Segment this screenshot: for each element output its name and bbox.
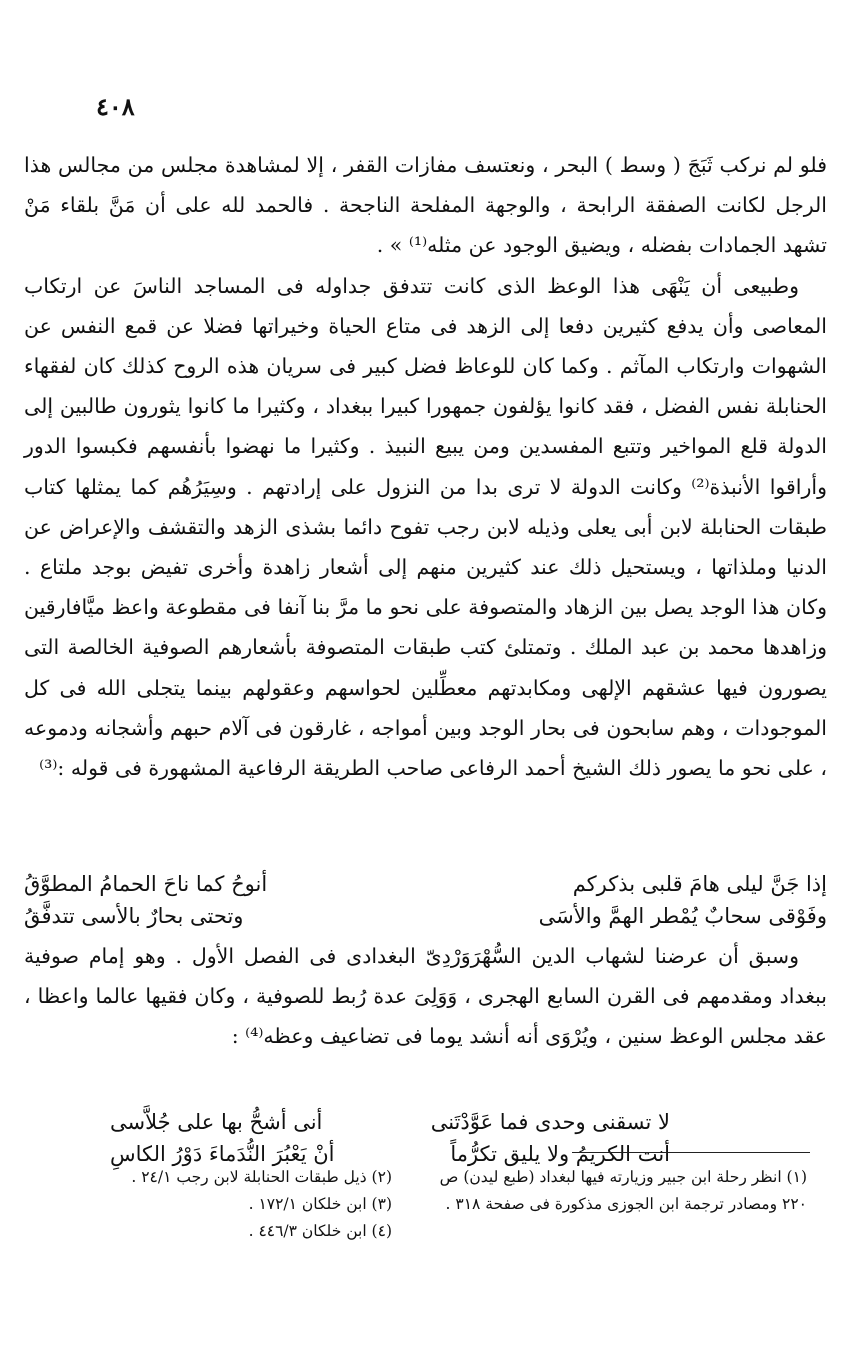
paragraph-2: وطبيعى أن يَنْهَى هذا الوعظ الذى كانت تتدفق جداوله فى المساجد الناسَ عن ارتكاب المعاصى وأن يدفع كثيرين دفعا إلى الزهد فى متاع الحياة وخيراتها فضلا عن قمع النفس عن الشهوات وارتكاب المآثم . وكما كان للوعاظ فضل كبير فى سريان هذه الروح كذلك كان لفقهاء الحنابلة نفس الفضل ، فقد كانوا يؤلفون جمهورا كبيرا ببغداد ، وكثيرا ما كانوا يثورون طالبين إلى الدولة قلع المواخير وتتبع المفسدين ومن يبيع النبيذ . وكثيرا ما نهضوا بأنفسهم فكبسوا الدور وأراقوا الأنبذة⁽²⁾ وكانت الدولة لا ترى بدا من النزول على إرادتهم . وسِيَرُهُم كما يمثلها كتاب طبقات الحنابلة لابن أبى يعلى وذيله لابن رجب تفوح دائما بشذى الزهد والتقشف والإعراض عن الدنيا وملذاتها ، ويستحيل ذلك عند كثيرين منهم إلى أشعار زاهدة وأخرى تفيض بوجد ملتاع . وكان هذا الوجد يصل بين الزهاد والمتصوفة على نحو ما مرَّ بنا آنفا فى مقطوعة واعظ ميَّافارقين وزاهدها محمد بن عبد الملك . وتمتلئ كتب طبقات المتصوفة بأشعارهم الصوفية الخالصة التى يصورون فيها عشقهم الإلهى ومكابدتهم معطِّلين لحواسهم وعقولهم بينما يتجلى الله فى كل الموجودات ، وهم سابحون فى بحار الوجد وبين أمواجه ، غارقون فى آلام حبهم وأشجانه ودموعه ، على نحو ما يصور ذلك الشيخ أحمد الرفاعى صاحب الطريقة الرفاعية المشهورة فى قوله :⁽³⁾ [24,273,827,781]
footnote-2: (٢) ذيل طبقات الحنابلة لابن رجب ٢٤/١ . [131,1168,392,1186]
paragraph-1: فلو لم نركب ثَبَجَ ( وسط ) البحر ، ونعتسف مفازات القفر ، إلا لمشاهدة مجلس من مجالس هذا الرجل لكانت الصفقة الرابحة ، والوجهة المفلحة الناجحة . فالحمد لله على أن مَنَّ بلقاء مَنْ تشهد الجمادات بفضله ، ويضيق الوجود عن مثله⁽¹⁾ » . [24,153,827,258]
poem-hemistich-first: إذا جَنَّ ليلى هامَ قلبى بذكركم [572,872,827,896]
poem-line-1 [24,868,827,900]
poem-suhrawardi [110,1106,670,1170]
poem-line-2 [24,900,827,932]
body-text [24,145,827,788]
poem-hemistich-second: وتحتى بحارٌ بالأسى تتدفَّقُ [24,904,244,928]
footnotes-right-column [427,1164,807,1218]
footnotes-left-column [92,1164,392,1245]
poem-rifai [24,868,827,1057]
footnote-divider [572,1152,810,1153]
poem-hemistich-first: لا تسقنى وحدى فما عَوَّدْتَنى [430,1110,670,1134]
poem-hemistich-first: أنت الكريمُ ولا يليق تكرُّماً [450,1142,670,1166]
poem-line-1 [110,1106,670,1138]
poem-hemistich-second: أنْ يَعْبُرَ النُّدَماءَ دَوْرُ الكاسِ [110,1142,335,1166]
paragraph-3: وسبق أن عرضنا لشهاب الدين السُّهْرَوَرْدِىّ البغدادى فى الفصل الأول . وهو إمام صوفية ببغداد ومقدمهم فى القرن السابع الهجرى ، وَوَلِىَ عدة رُبط للصوفية ، وكان فقيها عالما واعظا ، عقد مجلس الوعظ سنين ، ويُرْوَى أنه أنشد يوما فى تضاعيف وعظه⁽⁴⁾ : [24,944,827,1049]
poem-hemistich-second: أنوحُ كما ناحَ الحمامُ المطوَّقُ [24,872,268,896]
footnote-4: (٤) ابن خلكان ٤٤٦/٣ . [248,1222,392,1240]
poem-hemistich-second: أنى أشحُّ بها على جُلاَّسى [110,1110,323,1134]
footnote-1: (١) انظر رحلة ابن جبير وزيارته فيها لبغداد (طبع ليدن) ص ٢٢٠ ومصادر ترجمة ابن الجوزى مذكورة فى صفحة ٣١٨ . [439,1168,807,1213]
footnote-3: (٣) ابن خلكان ١٧٢/١ . [248,1195,392,1213]
poem-hemistich-first: وفَوْقى سحابٌ يُمْطر الهمَّ والأسَى [538,904,827,928]
page-number: ٤٠٨ [96,92,135,121]
